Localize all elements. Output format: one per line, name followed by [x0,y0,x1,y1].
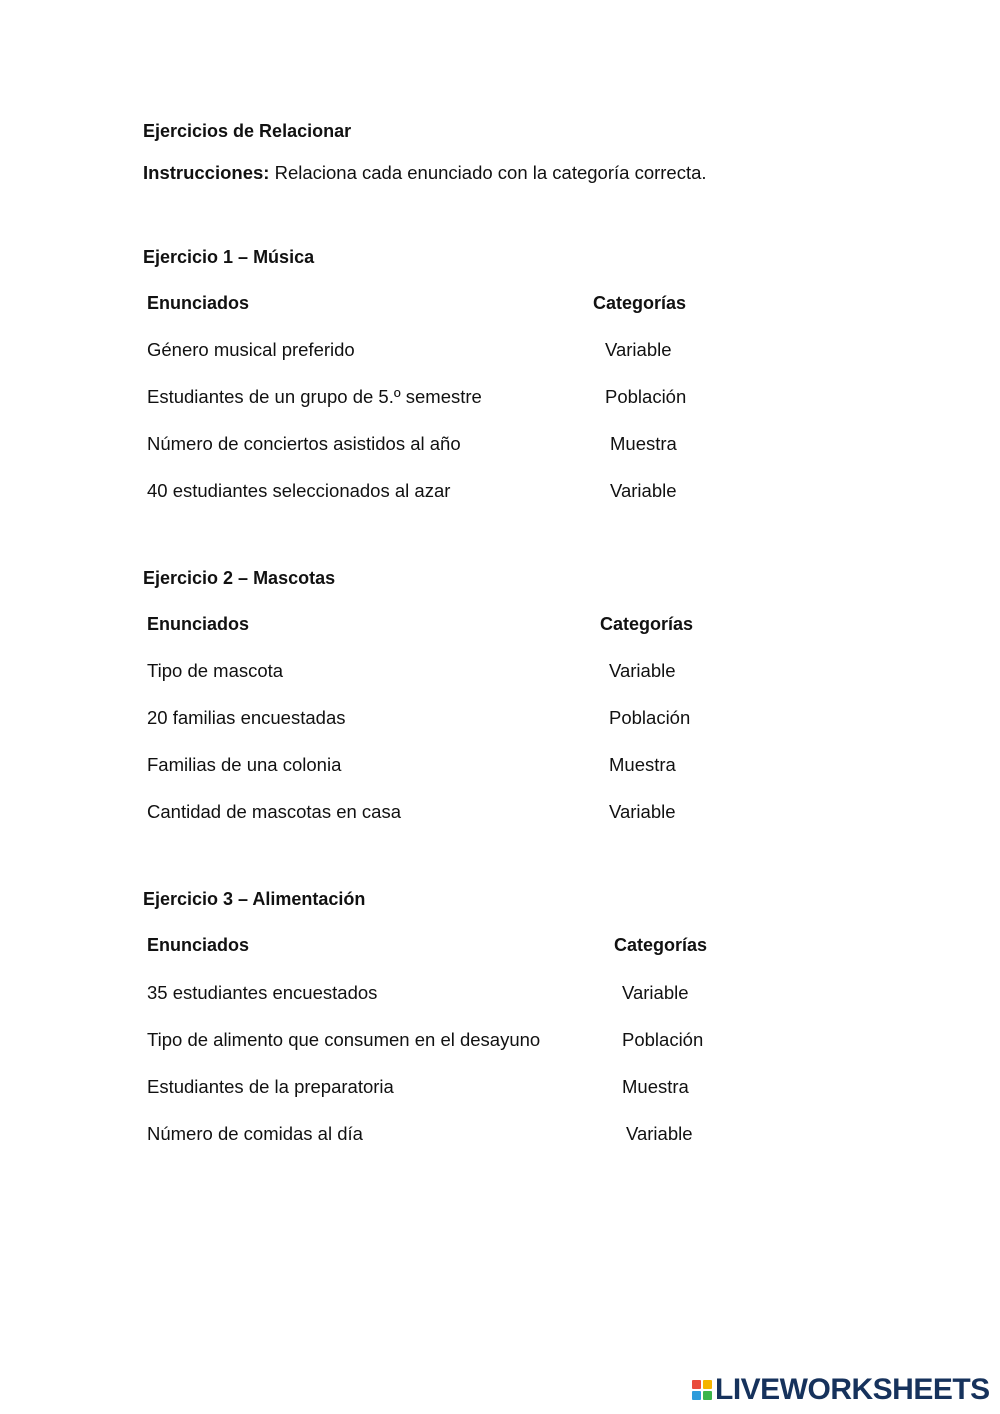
logo-text: LIVEWORKSHEETS [715,1373,990,1406]
exercise-2-category-2: Población [609,707,691,728]
logo-square-green [703,1391,712,1400]
exercise-2-category-3: Muestra [609,754,676,775]
exercise-3-statement-1: 35 estudiantes encuestados [147,982,378,1003]
instructions-label: Instrucciones: [143,162,270,183]
exercise-1-header-statements: Enunciados [147,293,250,313]
exercise-3-category-4: Variable [626,1123,693,1144]
instructions [143,162,707,184]
exercise-1-statement-4: 40 estudiantes seleccionados al azar [147,480,451,501]
exercise-2-title: Ejercicio 2 – Mascotas [143,568,336,588]
logo-squares-icon [692,1380,712,1400]
exercise-3-header-categories: Categorías [614,935,708,955]
exercise-3-category-3: Muestra [622,1076,689,1097]
exercise-3-statement-2: Tipo de alimento que consumen en el desayuno [147,1029,541,1050]
exercise-2-statement-1: Tipo de mascota [147,660,284,681]
liveworksheets-logo [692,1373,990,1407]
exercise-1-category-2: Población [605,386,687,407]
logo-square-red [692,1380,701,1389]
logo-square-blue [692,1391,701,1400]
exercise-1-category-1: Variable [605,339,672,360]
exercise-2-category-1: Variable [609,660,676,681]
exercise-2-statement-3: Familias de una colonia [147,754,342,775]
exercise-1-header-categories: Categorías [593,293,687,313]
worksheet-title: Ejercicios de Relacionar [143,121,352,141]
exercise-3-title: Ejercicio 3 – Alimentación [143,889,366,909]
exercise-3-category-2: Población [622,1029,704,1050]
exercise-3-category-1: Variable [622,982,689,1003]
exercise-3-statement-3: Estudiantes de la preparatoria [147,1076,394,1097]
exercise-1-title: Ejercicio 1 – Música [143,247,315,267]
exercise-1-statement-1: Género musical preferido [147,339,355,360]
exercise-1-category-3: Muestra [610,433,677,454]
exercise-2-statement-2: 20 familias encuestadas [147,707,346,728]
exercise-1-statement-3: Número de conciertos asistidos al año [147,433,461,454]
instructions-text: Relaciona cada enunciado con la categoría correcta. [269,162,707,183]
exercise-2-header-statements: Enunciados [147,614,250,634]
exercise-3-statement-4: Número de comidas al día [147,1123,363,1144]
exercise-3-header-statements: Enunciados [147,935,250,955]
exercise-2-header-categories: Categorías [600,614,694,634]
exercise-2-category-4: Variable [609,801,676,822]
exercise-1-statement-2: Estudiantes de un grupo de 5.º semestre [147,386,482,407]
exercise-2-statement-4: Cantidad de mascotas en casa [147,801,402,822]
logo-square-yellow [703,1380,712,1389]
exercise-1-category-4: Variable [610,480,677,501]
